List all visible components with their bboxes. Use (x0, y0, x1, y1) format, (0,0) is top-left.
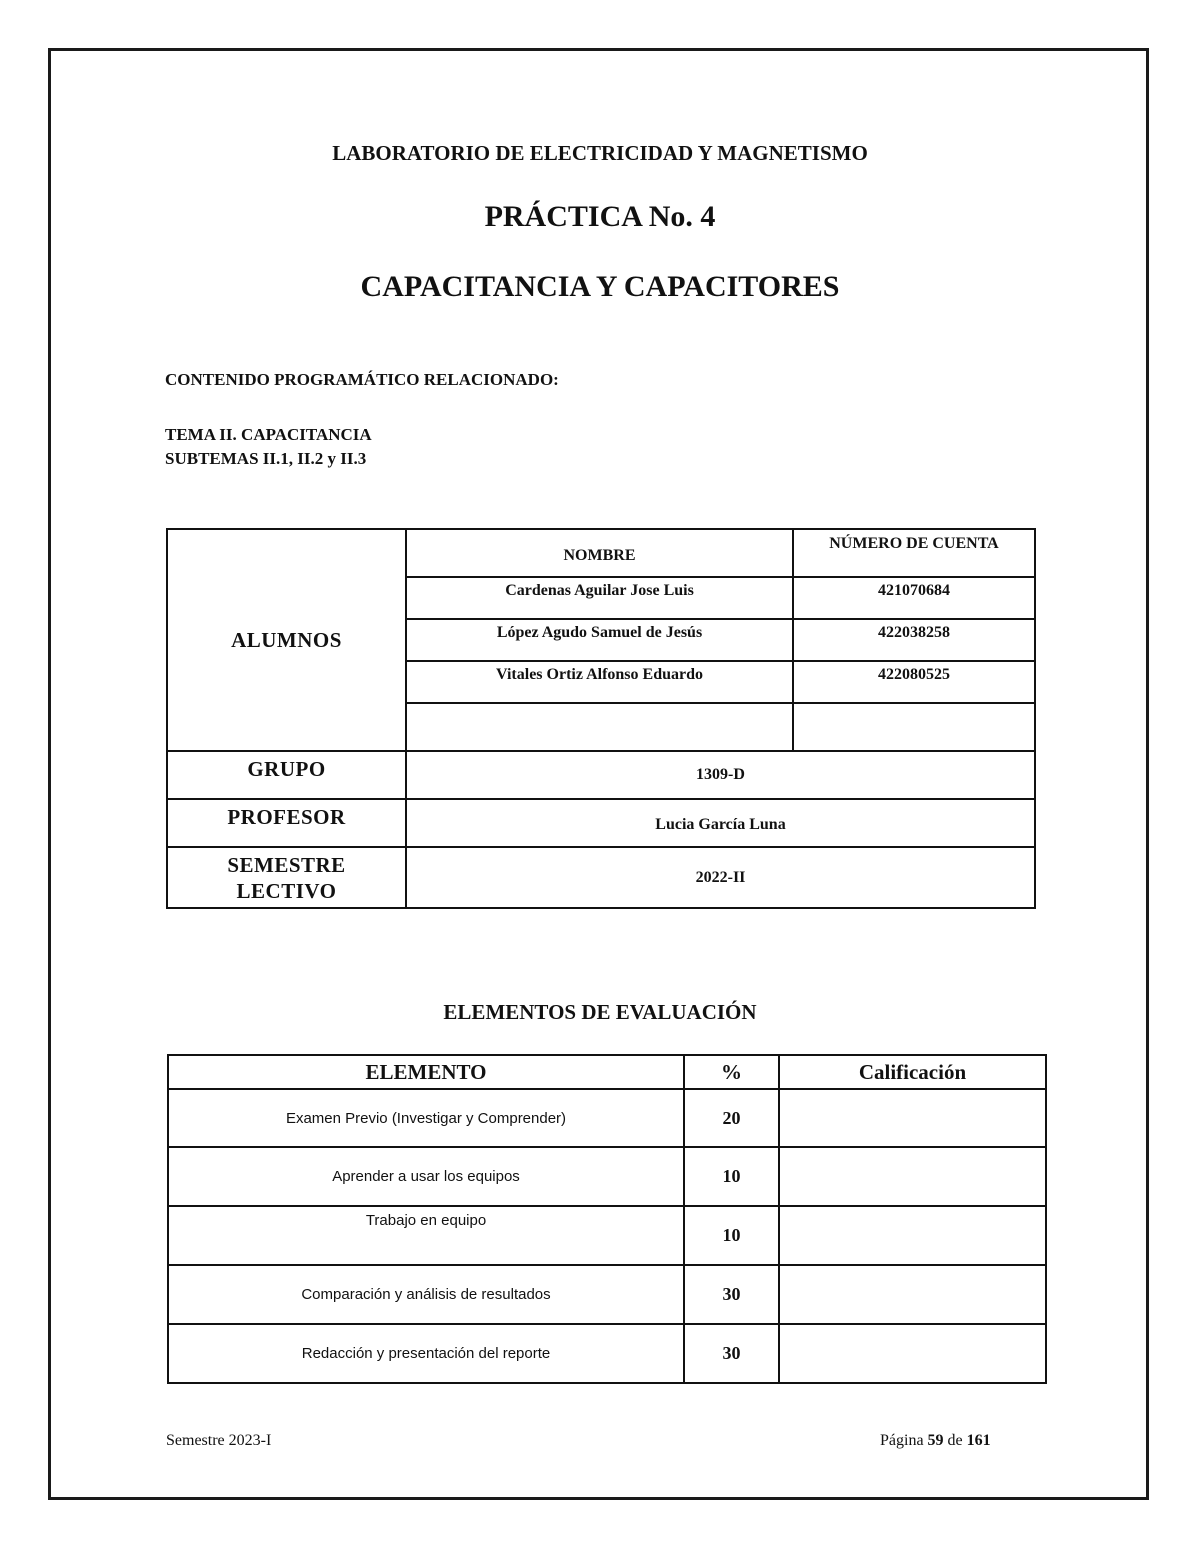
topic-title: CAPACITANCIA Y CAPACITORES (360, 270, 840, 303)
eval-pct: 30 (684, 1265, 779, 1324)
col-pct: % (684, 1055, 779, 1089)
tema-line: TEMA II. CAPACITANCIA (165, 425, 372, 444)
semestre-value: 2022-II (406, 847, 1035, 908)
profesor-value: Lucia García Luna (406, 799, 1035, 847)
evaluation-title: ELEMENTOS DE EVALUACIÓN (443, 1000, 757, 1024)
lab-title: LABORATORIO DE ELECTRICIDAD Y MAGNETISMO (332, 141, 868, 165)
footer-semester: Semestre 2023-I (166, 1432, 272, 1449)
eval-grade (779, 1147, 1046, 1206)
evaluation-table (167, 1054, 1047, 1384)
eval-element: Comparación y análisis de resultados (168, 1265, 684, 1324)
footer-page-num: 59 (927, 1432, 944, 1449)
practica-title: PRÁCTICA No. 4 (484, 200, 716, 233)
eval-grade (779, 1265, 1046, 1324)
eval-pct: 30 (684, 1324, 779, 1383)
student-account (793, 703, 1035, 751)
content-label: CONTENIDO PROGRAMÁTICO RELACIONADO: (165, 370, 559, 389)
student-account: 421070684 (793, 577, 1035, 619)
student-name (406, 703, 793, 751)
semestre-label-line1: SEMESTRE (227, 852, 346, 877)
eval-element: Trabajo en equipo (168, 1206, 684, 1265)
profesor-label: PROFESOR (167, 799, 406, 847)
student-name: López Agudo Samuel de Jesús (406, 619, 793, 661)
student-name: Cardenas Aguilar Jose Luis (406, 577, 793, 619)
eval-element: Aprender a usar los equipos (168, 1147, 684, 1206)
grupo-label: GRUPO (167, 751, 406, 799)
col-cuenta: NÚMERO DE CUENTA (793, 529, 1035, 577)
eval-grade (779, 1206, 1046, 1265)
footer-page-word: Página (880, 1432, 924, 1449)
alumnos-label: ALUMNOS (167, 529, 406, 751)
tema-block (165, 423, 372, 471)
footer-page (880, 1432, 991, 1450)
student-name: Vitales Ortiz Alfonso Eduardo (406, 661, 793, 703)
col-elemento: ELEMENTO (168, 1055, 684, 1089)
col-calificacion: Calificación (779, 1055, 1046, 1089)
eval-element: Examen Previo (Investigar y Comprender) (168, 1089, 684, 1147)
students-table (166, 528, 1036, 909)
col-nombre: NOMBRE (406, 529, 793, 577)
footer-of-word: de (947, 1432, 963, 1449)
eval-grade (779, 1089, 1046, 1147)
eval-pct: 20 (684, 1089, 779, 1147)
eval-pct: 10 (684, 1147, 779, 1206)
eval-pct: 10 (684, 1206, 779, 1265)
grupo-value: 1309-D (406, 751, 1035, 799)
semestre-label-line2: LECTIVO (236, 878, 337, 903)
semestre-label (167, 847, 406, 908)
eval-grade (779, 1324, 1046, 1383)
footer-page-total: 161 (966, 1432, 991, 1449)
student-account: 422080525 (793, 661, 1035, 703)
subtemas-line: SUBTEMAS II.1, II.2 y II.3 (165, 449, 367, 468)
student-account: 422038258 (793, 619, 1035, 661)
eval-element: Redacción y presentación del reporte (168, 1324, 684, 1383)
